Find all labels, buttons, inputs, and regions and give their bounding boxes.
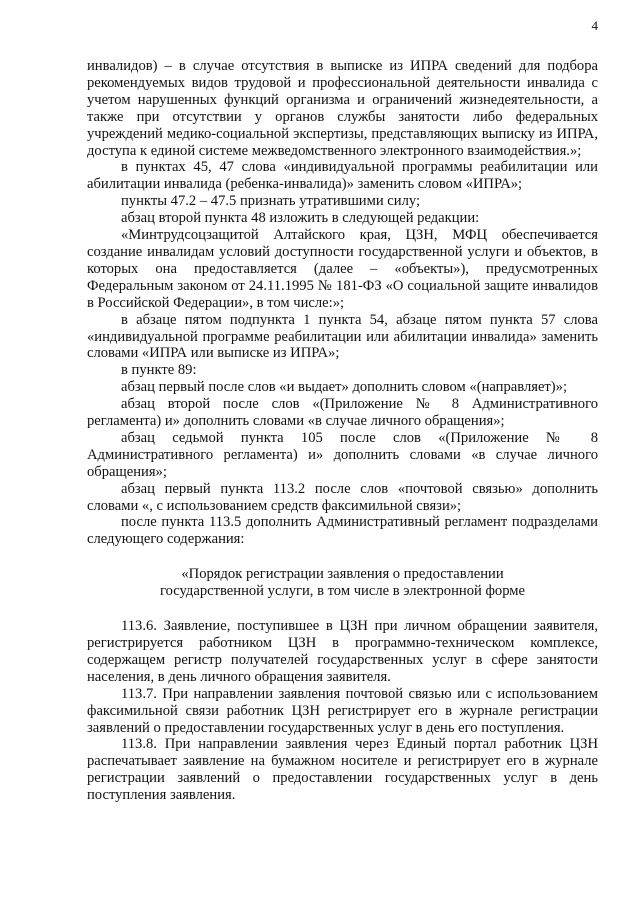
paragraph: пункты 47.2 – 47.5 признать утратившими силу; bbox=[121, 193, 421, 210]
paragraph: 113.8. При направлении заявления через Единый портал работник ЦЗН распечатывает заявление на бумажном носителе и регистрирует его в журнале регистрации заявлений о предоставлении государственных услуг в день поступления заявления. bbox=[87, 736, 598, 804]
paragraph: 113.6. Заявление, поступившее в ЦЗН при личном обращении заявителя, регистрируется работником ЦЗН в программно-техническом комплексе, содержащем регистр получателей государственных услуг в сфере занятости населения, в день личного обращения заявителя. bbox=[87, 618, 598, 685]
paragraph: «Минтрудсоцзащитой Алтайского края, ЦЗН, МФЦ обеспечивается создание инвалидам условий доступности государственной услуги и объектов, в которых она предоставляется (далее – «объекты»), предусмотренных Федеральным законом от 24.11.1995 № 181-ФЗ «О социальной защите инвалидов в Российской Федерации», в том числе:»; bbox=[87, 227, 598, 311]
section-heading bbox=[87, 566, 598, 600]
paragraph: после пункта 113.5 дополнить Административный регламент подразделами следующего содержания: bbox=[87, 514, 598, 548]
paragraph: абзац седьмой пункта 105 после слов «(Приложение № 8 Административного регламента) и» дополнить словами «в случае личного обращения»; bbox=[87, 429, 598, 480]
paragraph: абзац первый пункта 113.2 после слов «почтовой связью» дополнить словами «, с использованием средств факсимильной связи»; bbox=[87, 480, 598, 514]
paragraph: абзац второй после слов «(Приложение № 8 Административного регламента) и» дополнить словами «в случае личного обращения»; bbox=[87, 396, 598, 430]
paragraphs-bottom bbox=[87, 618, 598, 804]
paragraph: инвалидов) – в случае отсутствия в выписке из ИПРА сведений для подбора рекомендуемых видов трудовой и профессиональной деятельности инвалида с учетом нарушенных функций организма и ограничений жизнедеятельности, а также при отсутствии у органов службы занятости либо федеральных учреждений медико-социальной экспертизы, представляющих выписку из ИПРА, доступа к единой системе межведомственного электронного взаимодействия.»; bbox=[87, 58, 598, 159]
section-heading-line: государственной услуги, в том числе в электронной форме bbox=[159, 583, 526, 600]
page-number: 4 bbox=[591, 18, 598, 33]
paragraph: в пункте 89: bbox=[121, 362, 197, 379]
paragraphs-top bbox=[87, 58, 598, 548]
paragraph: 113.7. При направлении заявления почтовой связью или с использованием факсимильной связи работник ЦЗН регистрирует его в журнале регистрации заявлений о предоставлении государственных услуг в день его поступления. bbox=[87, 685, 598, 736]
paragraph: абзац первый после слов «и выдает» дополнить словом «(направляет)»; bbox=[121, 379, 568, 396]
document-body bbox=[87, 58, 598, 804]
paragraph: абзац второй пункта 48 изложить в следующей редакции: bbox=[121, 210, 480, 227]
paragraph: в пунктах 45, 47 слова «индивидуальной программы реабилитации или абилитации инвалида (ребенка-инвалида)» заменить словом «ИПРА»; bbox=[87, 159, 598, 193]
section-heading-line: «Порядок регистрации заявления о предоставлении bbox=[181, 566, 504, 583]
paragraph: в абзаце пятом подпункта 1 пункта 54, абзаце пятом пункта 57 слова «индивидуальной программе реабилитации или абилитации инвалида» заменить словами «ИПРА или выписке из ИПРА»; bbox=[87, 311, 598, 362]
